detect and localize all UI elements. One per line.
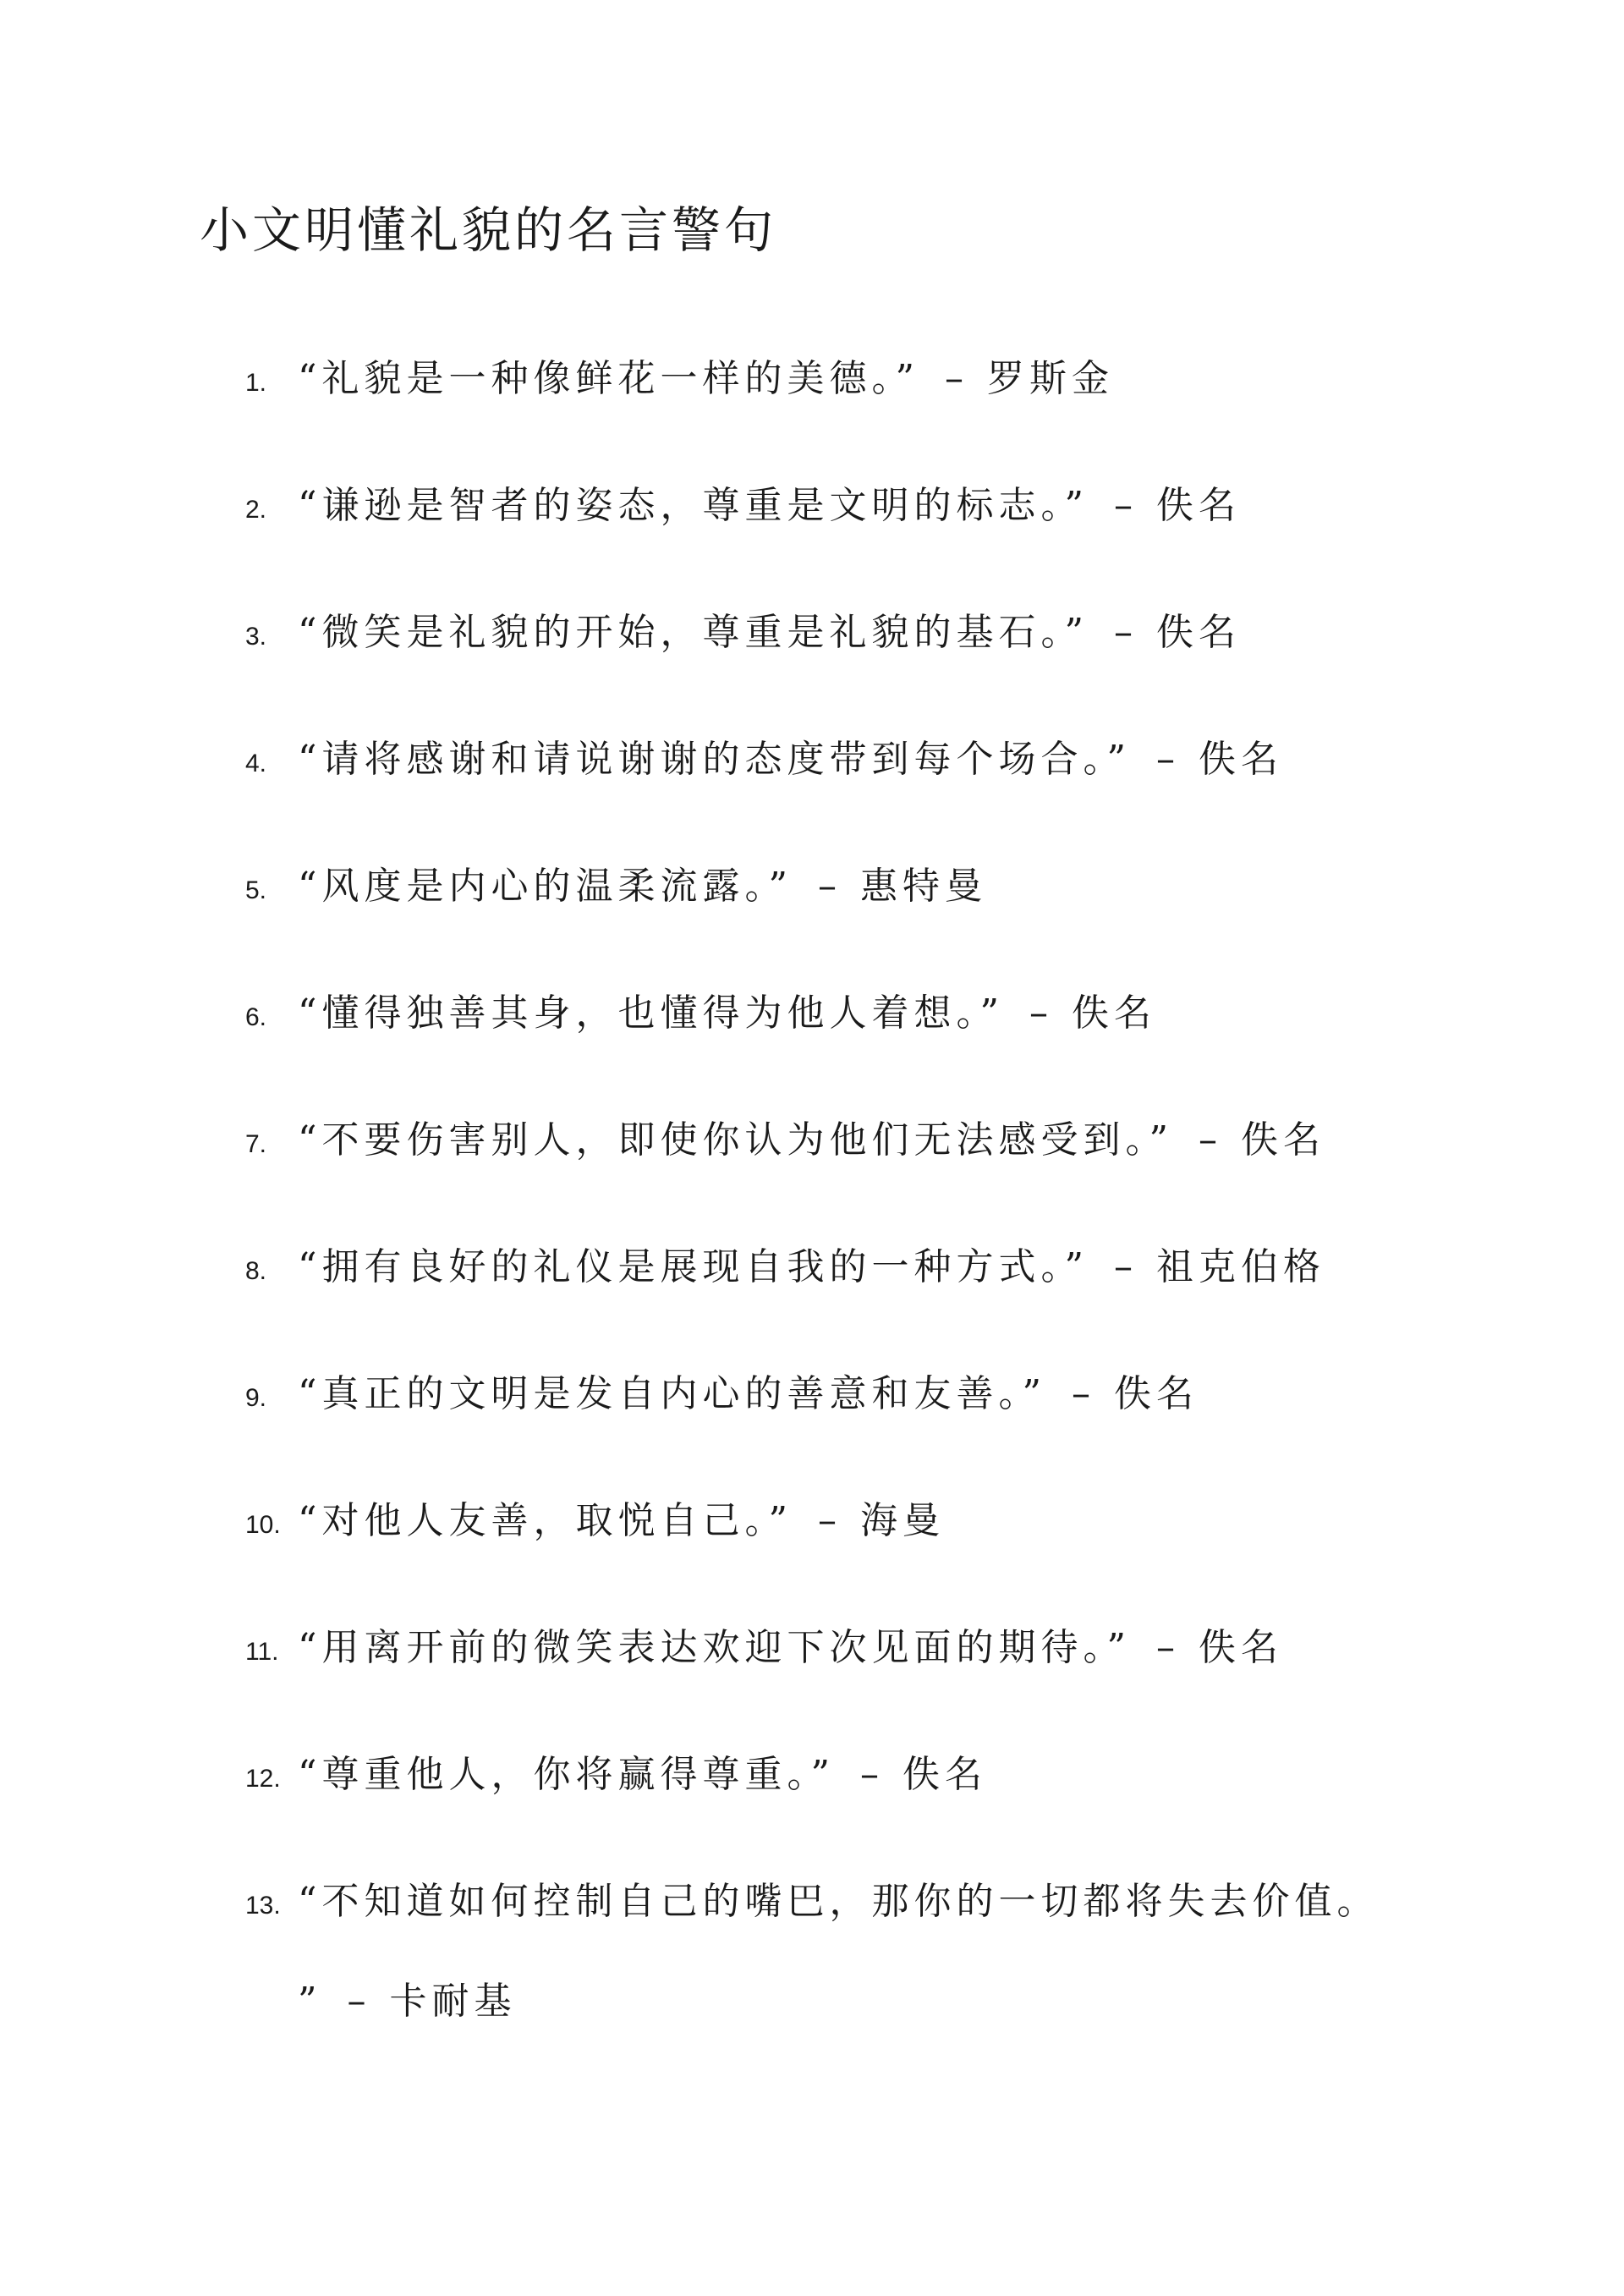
quote-line — [298, 1749, 987, 1800]
item-number: 12. — [245, 1765, 281, 1793]
list-item — [245, 1496, 1429, 1546]
quote-text: “真正的文明是发自内心的善意和友善。” — [298, 1372, 1046, 1415]
quote-line — [298, 1496, 945, 1546]
quote-author: 佚名 — [903, 1753, 987, 1796]
quote-author: 祖克伯格 — [1156, 1245, 1325, 1288]
quote-author: 佚名 — [1241, 1118, 1325, 1162]
quote-author: 罗斯金 — [987, 357, 1114, 400]
quote-line — [298, 1369, 1199, 1420]
quote-author: 卡耐基 — [389, 1980, 517, 2023]
list-item — [245, 1876, 1429, 2023]
list-item — [245, 607, 1429, 658]
list-item — [245, 1369, 1429, 1420]
list-item — [245, 481, 1429, 531]
item-number: 4. — [245, 750, 267, 777]
dash-separator: – — [347, 1980, 371, 2023]
item-number: 11. — [245, 1638, 279, 1666]
quote-author: 佚名 — [1156, 484, 1241, 527]
quote-line — [298, 734, 1283, 785]
quote-line — [298, 481, 1241, 531]
quote-text: “请将感谢和请说谢谢的态度带到每个场合。” — [298, 738, 1131, 781]
item-number: 9. — [245, 1384, 267, 1412]
quote-line — [298, 861, 987, 912]
quote-line — [298, 607, 1241, 658]
list-item — [245, 1242, 1429, 1293]
quote-line — [298, 988, 1156, 1039]
item-number: 1. — [245, 369, 267, 397]
dash-separator: – — [860, 1753, 884, 1796]
quote-text: “礼貌是一种像鲜花一样的美德。” — [298, 357, 919, 400]
quote-text-continued: ” — [298, 1980, 322, 2023]
list-item — [245, 1115, 1429, 1166]
quote-author: 佚名 — [1114, 1372, 1199, 1415]
quote-line — [298, 354, 1114, 404]
quote-author: 佚名 — [1199, 1626, 1283, 1669]
quote-author: 海曼 — [860, 1499, 945, 1542]
quote-text: “不要伤害别人，即使你认为他们无法感受到。” — [298, 1118, 1173, 1162]
dash-separator: – — [945, 357, 968, 400]
quote-text: “用离开前的微笑表达欢迎下次见面的期待。” — [298, 1626, 1131, 1669]
item-number: 2. — [245, 496, 267, 524]
item-number: 3. — [245, 623, 267, 651]
quote-text: “懂得独善其身，也懂得为他人着想。” — [298, 991, 1004, 1035]
list-item — [245, 734, 1429, 785]
item-number: 13. — [245, 1892, 281, 1920]
item-number: 7. — [245, 1130, 267, 1158]
quote-line — [298, 1623, 1283, 1673]
dash-separator: – — [818, 865, 842, 908]
dash-separator: – — [1156, 1626, 1180, 1669]
quote-text: “风度是内心的温柔流露。” — [298, 865, 793, 908]
quote-author: 惠特曼 — [860, 865, 987, 908]
item-number: 10. — [245, 1511, 281, 1539]
quote-line — [298, 1115, 1325, 1166]
dash-separator: – — [1114, 484, 1138, 527]
dash-separator: – — [1114, 1245, 1138, 1288]
list-item — [245, 1623, 1429, 1673]
quote-author: 佚名 — [1156, 611, 1241, 654]
quote-text: “对他人友善，取悦自己。” — [298, 1499, 793, 1542]
quote-text: “谦逊是智者的姿态，尊重是文明的标志。” — [298, 484, 1089, 527]
quote-text: “微笑是礼貌的开始，尊重是礼貌的基石。” — [298, 611, 1089, 654]
list-item — [245, 988, 1429, 1039]
quote-text: “尊重他人，你将赢得尊重。” — [298, 1753, 835, 1796]
list-item — [245, 861, 1429, 912]
dash-separator: – — [1029, 991, 1053, 1035]
dash-separator: – — [1156, 738, 1180, 781]
item-number: 6. — [245, 1003, 267, 1031]
dash-separator: – — [818, 1499, 842, 1542]
quote-author: 佚名 — [1072, 991, 1156, 1035]
list-item — [245, 1749, 1429, 1800]
quote-text: “不知道如何控制自己的嘴巴，那你的一切都将失去价值。 — [298, 1880, 1380, 1923]
dash-separator: – — [1199, 1118, 1222, 1162]
quote-author: 佚名 — [1199, 738, 1283, 781]
item-number: 5. — [245, 876, 267, 904]
page-title: 小文明懂礼貌的名言警句 — [200, 201, 777, 259]
quote-line — [298, 1242, 1325, 1293]
item-number: 8. — [245, 1257, 267, 1285]
dash-separator: – — [1114, 611, 1138, 654]
dash-separator: – — [1072, 1372, 1095, 1415]
quote-line-continued — [298, 1976, 517, 2027]
list-item — [245, 354, 1429, 404]
quote-text: “拥有良好的礼仪是展现自我的一种方式。” — [298, 1245, 1089, 1288]
quote-line — [298, 1876, 1380, 1927]
